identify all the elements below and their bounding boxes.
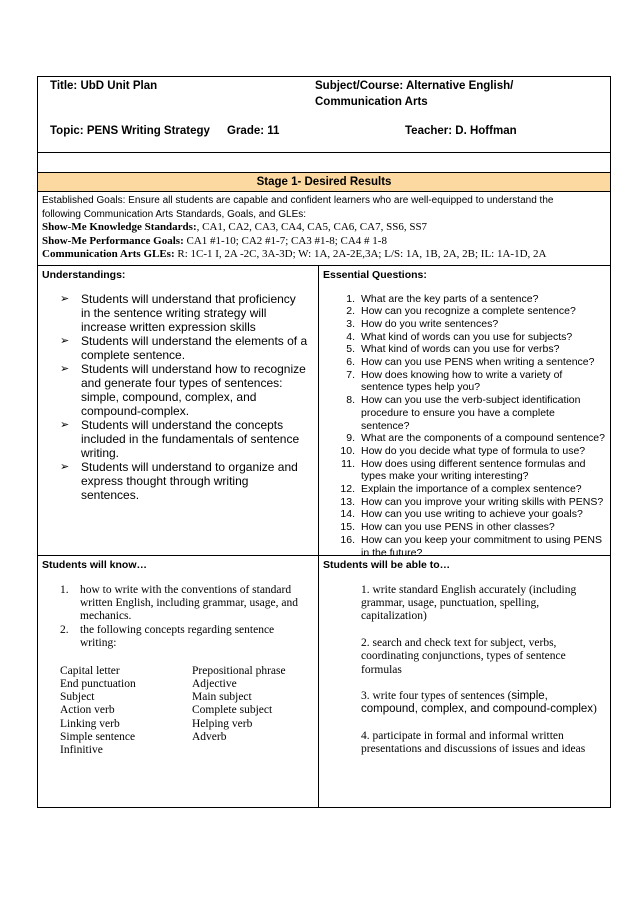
grade: Grade: 11 [227, 125, 280, 137]
question-item: 9. What are the components of a compound sentence? [346, 432, 605, 445]
concept-item: Main subject [192, 691, 252, 704]
know-item: 1. how to write with the conventions of standard written English, including grammar, usage, and mechanics. [60, 583, 298, 623]
question-item: 5. What kind of words can you use for verbs? [346, 343, 560, 356]
arrow-bullet-icon: ➢ [60, 292, 70, 305]
communication-gles [42, 248, 607, 262]
topic: Topic: PENS Writing Strategy [50, 125, 210, 137]
concept-item: Simple sentence [60, 731, 136, 744]
subject-course-line1: Subject/Course: Alternative English/ [315, 80, 514, 92]
question-item: 14. How can you use writing to achieve your goals? [340, 508, 583, 521]
understandings-questions-row [37, 266, 611, 559]
knowledge-standards [42, 221, 607, 235]
understandings-cell [38, 266, 319, 555]
able-item: 1. write standard English accurately (including grammar, usage, punctuation, spelling, capitalization) [361, 583, 577, 623]
concept-item: Adjective [192, 677, 237, 690]
understanding-item: ➢ Students will understand the concepts included in the fundamentals of sentence writing. [60, 417, 300, 460]
question-item: 1. What are the key parts of a sentence? [346, 292, 539, 305]
question-item: 6. How can you use PENS when writing a sentence? [346, 356, 595, 369]
understanding-item: ➢ Students will understand to organize and express thought through writing sentences. [60, 459, 298, 502]
understanding-item: ➢ Students will understand how to recognize and generate four types of sentences: simple, compound, complex, and compound-complex. [60, 361, 306, 418]
arrow-bullet-icon: ➢ [60, 460, 70, 473]
established-goals [37, 192, 611, 266]
performance-goals [42, 235, 607, 249]
performance-label: Show-Me Performance Goals: [42, 234, 184, 247]
arrow-bullet-icon: ➢ [60, 362, 70, 375]
able-item: 4. participate in formal and informal written presentations and discussions of issues and ideas [361, 729, 586, 756]
concept-item: Subject [60, 691, 95, 704]
gles-label: Communication Arts GLEs: [42, 248, 175, 260]
will-know-list [38, 584, 318, 651]
knowledge-label: Show-Me Knowledge Standards: [42, 221, 197, 233]
able-item: 2. search and check text for subject, verbs, coordinating conjunctions, types of sentence formulas [361, 636, 566, 676]
arrow-bullet-icon: ➢ [60, 418, 70, 431]
arrow-bullet-icon: ➢ [60, 334, 70, 347]
goals-line-1: Established Goals: Ensure all students are capable and confident learners who are well-equipped to understand the [42, 195, 554, 206]
concepts-left-column [60, 665, 192, 758]
teacher: Teacher: D. Hoffman [405, 125, 517, 137]
concept-item: Complete subject [192, 704, 273, 717]
question-item: 12. Explain the importance of a complex sentence? [340, 483, 582, 496]
concepts-right-column [192, 665, 286, 758]
concept-item: Helping verb [192, 717, 253, 730]
question-item: 2. How can you recognize a complete sentence? [346, 305, 576, 318]
question-item: 11. How does using different sentence formulas and types make your writing interesting? [341, 457, 586, 483]
concept-item: Action verb [60, 704, 115, 717]
goals-line-2: following Communication Arts Standards, Goals, and GLEs: [42, 208, 307, 220]
question-item: 10. How do you decide what type of formula to use? [340, 444, 586, 457]
concept-item: End punctuation [60, 677, 136, 690]
students-able-to-cell [319, 556, 610, 807]
able-to-heading: Students will be able to… [323, 558, 451, 571]
unit-title: Title: UbD Unit Plan [50, 80, 158, 92]
concept-item: Prepositional phrase [192, 664, 286, 677]
know-item: 2. the following concepts regarding sentence writing: [60, 623, 275, 650]
question-item: 15. How can you use PENS in other classes? [340, 521, 555, 534]
essential-questions-cell [319, 266, 610, 559]
performance-text: CA1 #1-10; CA2 #1-7; CA3 #1-8; CA4 # 1-8 [183, 234, 387, 247]
unit-plan-document [37, 76, 611, 808]
gles-text: R: 1C-1 I, 2A -2C, 3A-3D; W: 1A, 2A-2E,3A; L/S: 1A, 1B, 2A, 2B; IL: 1A-1D, 2A [174, 248, 547, 260]
know-able-row [37, 556, 611, 808]
understanding-item: ➢ Students will understand that proficiency in the sentence writing strategy will increase written expression skills [60, 291, 296, 334]
essential-questions-list [319, 293, 610, 560]
will-know-heading: Students will know… [42, 558, 148, 571]
question-item: 3. How do you write sentences? [346, 317, 499, 330]
question-item: 13. How can you improve your writing skills with PENS? [340, 495, 604, 508]
essential-questions-heading: Essential Questions: [323, 268, 427, 281]
concept-item: Capital letter [60, 664, 120, 677]
understandings-heading: Understandings: [42, 268, 126, 281]
understandings-list [38, 292, 318, 502]
blank-row [37, 153, 611, 173]
understanding-item: ➢ Students will understand the elements of a complete sentence. [60, 333, 308, 362]
question-item: 8. How can you use the verb-subject identification procedure to ensure you have a complete sentence? [346, 394, 581, 432]
question-item: 7. How does knowing how to write a variety of sentence types help you? [346, 368, 563, 394]
able-to-list [319, 574, 610, 757]
header-section [37, 76, 611, 153]
concepts-table [60, 665, 318, 758]
concept-item: Adverb [192, 731, 227, 744]
stage-heading [37, 173, 611, 192]
students-will-know-cell [38, 556, 319, 807]
knowledge-text: , CA1, CA2, CA3, CA4, CA5, CA6, CA7, SS6, SS7 [196, 221, 428, 233]
concept-item: Linking verb [60, 717, 120, 730]
able-item: 3. write four types of sentences (simple, compound, complex, and compound-complex) [361, 689, 597, 716]
question-item: 16. How can you keep your commitment to using PENS in the future? [340, 533, 603, 559]
concept-item: Infinitive [60, 744, 103, 757]
subject-course-line2: Communication Arts [315, 96, 428, 108]
question-item: 4. What kind of words can you use for subjects? [346, 330, 573, 343]
stage-label: Stage 1- Desired Results [256, 176, 392, 188]
